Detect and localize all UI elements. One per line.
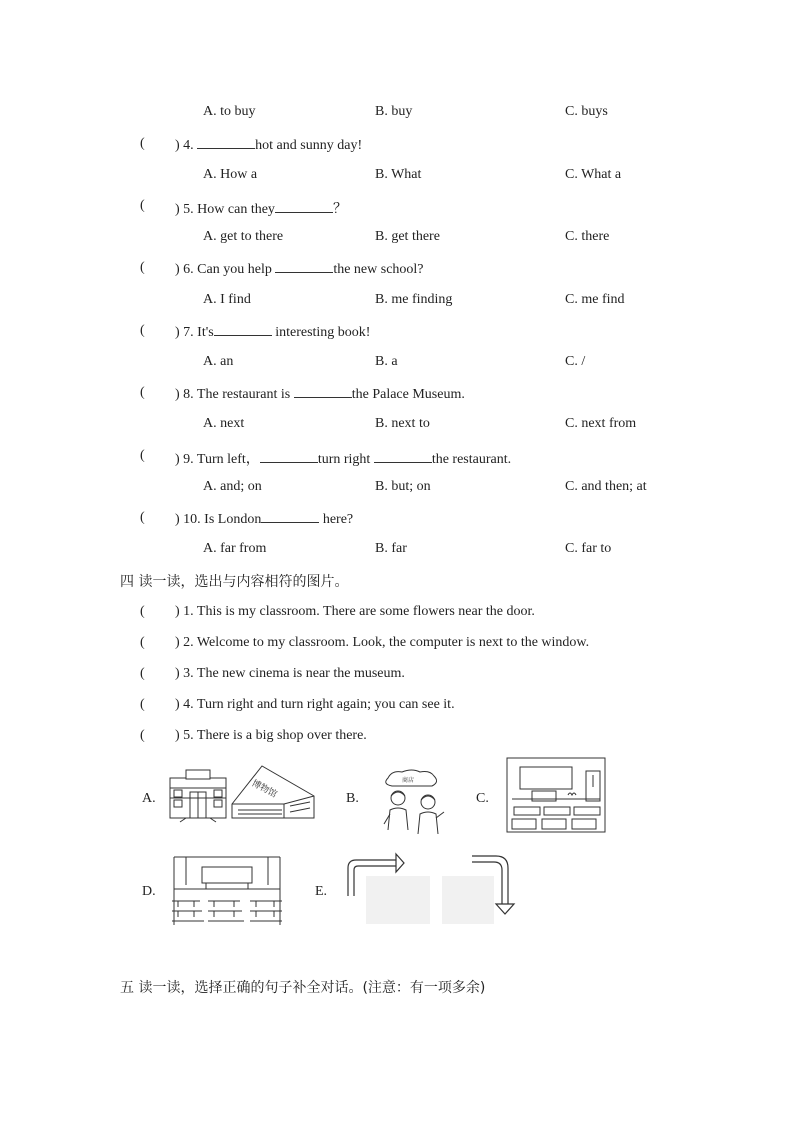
- picture-label-b: B.: [346, 791, 359, 806]
- museum-sign-text: 博物馆: [249, 778, 279, 801]
- q5-option-b[interactable]: B. get there: [375, 229, 440, 244]
- picture-a-buildings: [166, 760, 316, 822]
- matching-item-text: ) 3. The new cinema is near the museum.: [175, 666, 405, 681]
- q7-option-b[interactable]: B. a: [375, 354, 398, 369]
- q3-option-b[interactable]: B. buy: [375, 104, 413, 119]
- question-text: ) 10. Is London here?: [175, 512, 354, 527]
- question-text: ) 4. hot and sunny day!: [175, 138, 363, 153]
- matching-item-text: ) 1. This is my classroom. There are some flowers near the door.: [175, 604, 535, 619]
- picture-label-a: A.: [142, 791, 156, 806]
- question-text: ) 7. It's interesting book!: [175, 325, 371, 340]
- answer-paren-open[interactable]: (: [140, 260, 145, 275]
- matching-item-text: ) 2. Welcome to my classroom. Look, the computer is next to the window.: [175, 635, 590, 650]
- matching-item-text: ) 4. Turn right and turn right again; you can see it.: [175, 697, 455, 712]
- answer-paren-open[interactable]: (: [140, 604, 145, 619]
- picture-e-turn-arrows: [344, 852, 516, 928]
- question-text: ) 5. How can they ？: [175, 202, 347, 217]
- q6-option-b[interactable]: B. me finding: [375, 292, 453, 307]
- q10-option-c[interactable]: C. far to: [565, 541, 612, 556]
- q8-option-a[interactable]: A. next: [203, 416, 245, 431]
- answer-blank[interactable]: [197, 136, 255, 149]
- answer-paren-open[interactable]: (: [140, 448, 145, 463]
- q8-option-c[interactable]: C. next from: [565, 416, 637, 431]
- picture-label-d: D.: [142, 884, 156, 899]
- q4-option-c[interactable]: C. What a: [565, 167, 622, 182]
- picture-c-classroom: [506, 757, 606, 833]
- answer-paren-open[interactable]: (: [140, 323, 145, 338]
- answer-paren-open[interactable]: (: [140, 198, 145, 213]
- q9-option-a[interactable]: A. and; on: [203, 479, 262, 494]
- question-text: ) 6. Can you help the new school?: [175, 262, 424, 277]
- q9-option-b[interactable]: B. but; on: [375, 479, 431, 494]
- q5-option-a[interactable]: A. get to there: [203, 229, 284, 244]
- question-text: ) 8. The restaurant is the Palace Museum.: [175, 387, 465, 402]
- q5-option-c[interactable]: C. there: [565, 229, 610, 244]
- q6-option-c[interactable]: C. me find: [565, 292, 625, 307]
- section-5-heading: 五 读一读，选择正确的句子补全对话。(注意：有一项多余): [120, 980, 486, 996]
- q3-option-a[interactable]: A. to buy: [203, 104, 256, 119]
- matching-item-text: ) 5. There is a big shop over there.: [175, 728, 367, 743]
- q3-option-c[interactable]: C. buys: [565, 104, 608, 119]
- grey-block: [442, 876, 494, 924]
- q4-option-a[interactable]: A. How a: [203, 167, 258, 182]
- answer-blank[interactable]: [261, 510, 319, 523]
- answer-paren-open[interactable]: (: [140, 385, 145, 400]
- picture-b-children: [378, 768, 450, 838]
- question-text: ) 9. Turn left， turn right the restaurant.: [175, 452, 512, 467]
- q4-option-b[interactable]: B. What: [375, 167, 422, 182]
- answer-paren-open[interactable]: (: [140, 510, 145, 525]
- picture-label-c: C.: [476, 791, 489, 806]
- picture-label-e: E.: [315, 884, 328, 899]
- answer-paren-open[interactable]: (: [140, 697, 145, 712]
- picture-d-classroom: [170, 855, 284, 927]
- answer-paren-open[interactable]: (: [140, 666, 145, 681]
- answer-paren-open[interactable]: (: [140, 635, 145, 650]
- answer-blank[interactable]: [214, 323, 272, 336]
- q10-option-b[interactable]: B. far: [375, 541, 407, 556]
- answer-blank[interactable]: [294, 385, 352, 398]
- grey-block: [366, 876, 430, 924]
- shop-sign-text: 商店: [402, 777, 415, 784]
- answer-paren-open[interactable]: (: [140, 728, 145, 743]
- q6-option-a[interactable]: A. I find: [203, 292, 251, 307]
- q7-option-c[interactable]: C. /: [565, 354, 586, 369]
- answer-blank[interactable]: [275, 200, 333, 213]
- q9-option-c[interactable]: C. and then; at: [565, 479, 647, 494]
- answer-blank[interactable]: [260, 450, 318, 463]
- q8-option-b[interactable]: B. next to: [375, 416, 430, 431]
- answer-blank[interactable]: [374, 450, 432, 463]
- section-4-heading: 四 读一读，选出与内容相符的图片。: [120, 574, 349, 590]
- q7-option-a[interactable]: A. an: [203, 354, 234, 369]
- answer-paren-open[interactable]: (: [140, 136, 145, 151]
- answer-blank[interactable]: [275, 260, 333, 273]
- q10-option-a[interactable]: A. far from: [203, 541, 267, 556]
